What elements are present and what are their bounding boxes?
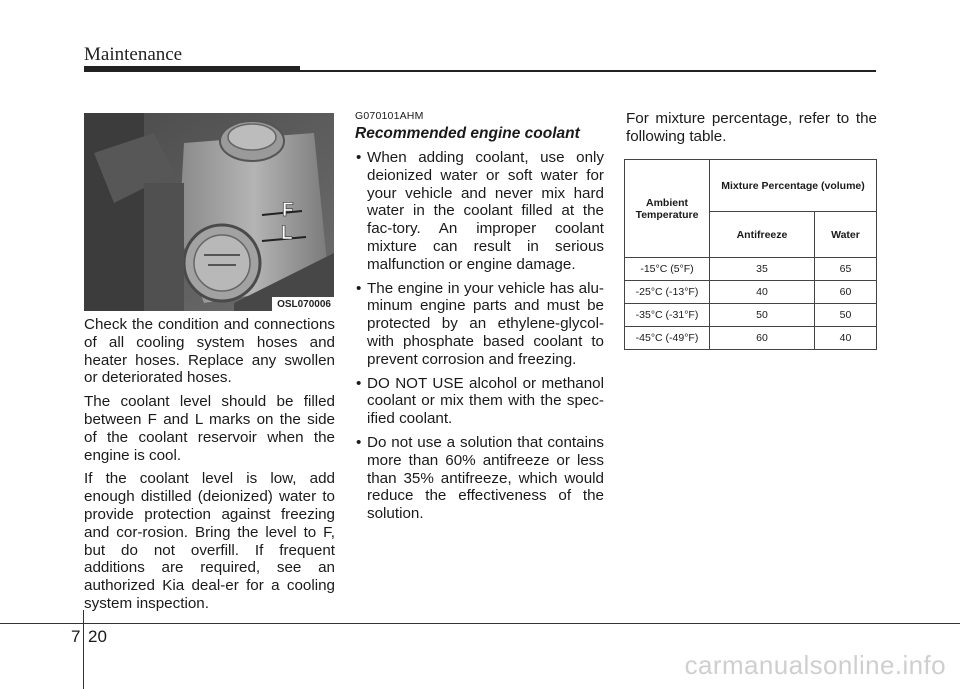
- chapter-number: 7: [71, 627, 81, 646]
- header-antifreeze: Antifreeze: [710, 212, 815, 258]
- temperature-cell: -45°C (-49°F): [625, 327, 710, 350]
- page-number: 20: [88, 627, 107, 646]
- footer-divider: [83, 610, 84, 689]
- table-row: [625, 327, 877, 350]
- water-cell: 60: [814, 281, 876, 304]
- coolant-reservoir-photo: [84, 113, 334, 311]
- paragraph: The coolant level should be filled between F and L marks on the side of the coolant reservoir when the engine is cool.: [84, 393, 335, 464]
- column-3: [626, 110, 877, 152]
- low-mark-label: L: [281, 223, 293, 244]
- table-row: [625, 258, 877, 281]
- table-intro: For mixture percentage, refer to the following table.: [626, 110, 877, 145]
- antifreeze-cell: 60: [710, 327, 815, 350]
- column-1: [84, 316, 335, 619]
- temperature-cell: -25°C (-13°F): [625, 281, 710, 304]
- antifreeze-cell: 50: [710, 304, 815, 327]
- paragraph: If the coolant level is low, add enough distilled (deionized) water to provide protection against freezing and cor-rosion. Bring the level to F, but do not overfill. If frequent additions are required, see an authorized Kia deal-er for a cooling system inspection.: [84, 470, 335, 612]
- header-rule-thick: [84, 66, 300, 72]
- table-row: [625, 304, 877, 327]
- water-cell: 50: [814, 304, 876, 327]
- antifreeze-cell: 40: [710, 281, 815, 304]
- column-2: [355, 149, 604, 529]
- temperature-cell: -35°C (-31°F): [625, 304, 710, 327]
- header-water: Water: [814, 212, 876, 258]
- full-mark-label: F: [282, 200, 294, 221]
- header-rule-thin: [300, 70, 876, 72]
- bullet-item: • When adding coolant, use only deionized water or soft water for your vehicle and never mix hard water in the coolant filled at the fac-tory. An improper coolant mixture can result in serious malfunction or engine damage.: [355, 149, 604, 274]
- table-row: [625, 281, 877, 304]
- photo-caption: OSL070006: [272, 297, 334, 311]
- mixture-table: [624, 159, 877, 350]
- antifreeze-cell: 35: [710, 258, 815, 281]
- temperature-cell: -15°C (5°F): [625, 258, 710, 281]
- photo-illustration: [84, 113, 334, 311]
- bullet-list: [355, 149, 604, 523]
- water-cell: 65: [814, 258, 876, 281]
- watermark: carmanualsonline.info: [684, 650, 946, 680]
- paragraph: Check the condition and connections of all cooling system hoses and heater hoses. Replace any swollen or deteriorated hoses.: [84, 316, 335, 387]
- section-title: Maintenance: [84, 44, 183, 65]
- section-heading: Recommended engine coolant: [355, 125, 580, 142]
- bullet-item: • DO NOT USE alcohol or methanol coolant or mix them with the spec-ified coolant.: [355, 375, 604, 428]
- water-cell: 40: [814, 327, 876, 350]
- bullet-item: • Do not use a solution that contains more than 60% antifreeze or less than 35% antifreeze, which would reduce the effectiveness of the solution.: [355, 434, 604, 523]
- footer-rule: [0, 623, 960, 624]
- header-mixture-percentage: Mixture Percentage (volume): [710, 160, 877, 212]
- bullet-item: • The engine in your vehicle has alu-minum engine parts and must be protected by an ethylene-glycol-with phosphate based coolant to prevent corrosion and freezing.: [355, 280, 604, 369]
- section-code: G070101AHM: [355, 110, 424, 122]
- header-ambient-temperature: Ambient Temperature: [625, 160, 710, 258]
